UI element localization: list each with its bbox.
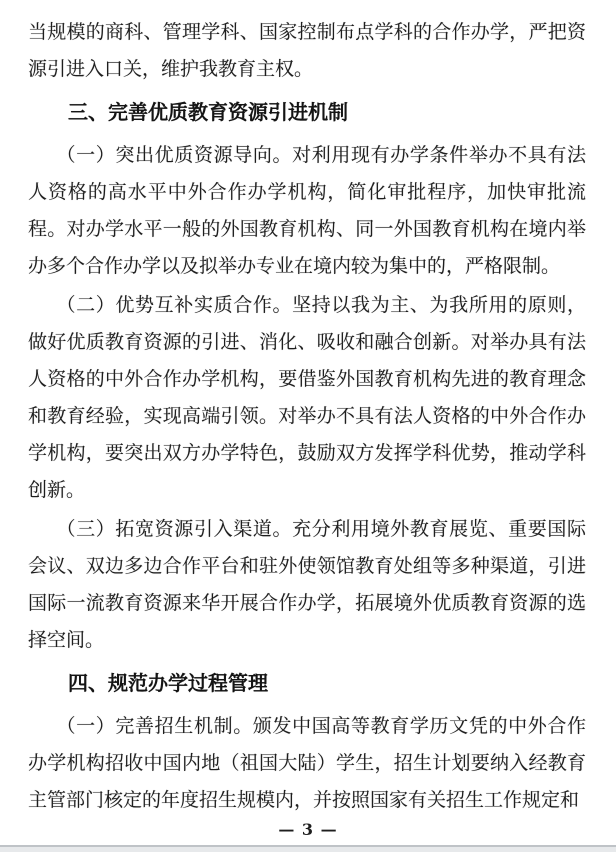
section-heading-4: 四、规范办学过程管理: [68, 671, 268, 695]
body-paragraph-2: （二）优势互补实质合作。坚持以我为主、为我所用的原则，做好优质教育资源的引进、消化、吸收和融合创新。对举办具有法人资格的中外合作办学机构，要借鉴外国教育机构先进的教育理念和教育经验，实现高端引领。对举办不具有法人资格的中外合作办学机构，要突出双方办学特色，鼓励双方发挥学科优势，推动学科创新。: [28, 294, 586, 501]
body-paragraph-3: （三）拓宽资源引入渠道。充分利用境外教育展览、重要国际会议、双边多边合作平台和驻外使领馆教育处组等多种渠道，引进国际一流教育资源来华开展合作办学，拓展境外优质教育资源的选择空间。: [28, 518, 586, 651]
page-number: — 3 —: [278, 820, 338, 839]
document-content: [28, 14, 586, 819]
body-paragraph-4: （一）完善招生机制。颁发中国高等教育学历文凭的中外合作办学机构招收中国内地（祖国大陆）学生，招生计划要纳入经教育主管部门核定的年度招生规模内，并按照国家有关招生工作规定和: [28, 715, 586, 811]
section-heading-3: 三、完善优质教育资源引进机制: [68, 100, 348, 124]
body-paragraph-continuation: 当规模的商科、管理学科、国家控制布点学科的合作办学，严把资源引进入口关，维护我教育主权。: [28, 21, 586, 80]
scan-bottom-edge: [0, 845, 616, 852]
body-paragraph-1: （一）突出优质资源导向。对利用现有办学条件举办不具有法人资格的高水平中外合作办学机构，简化审批程序，加快审批流程。对办学水平一般的外国教育机构、同一外国教育机构在境内举办多个合作办学以及拟举办专业在境内较为集中的，严格限制。: [28, 144, 586, 277]
